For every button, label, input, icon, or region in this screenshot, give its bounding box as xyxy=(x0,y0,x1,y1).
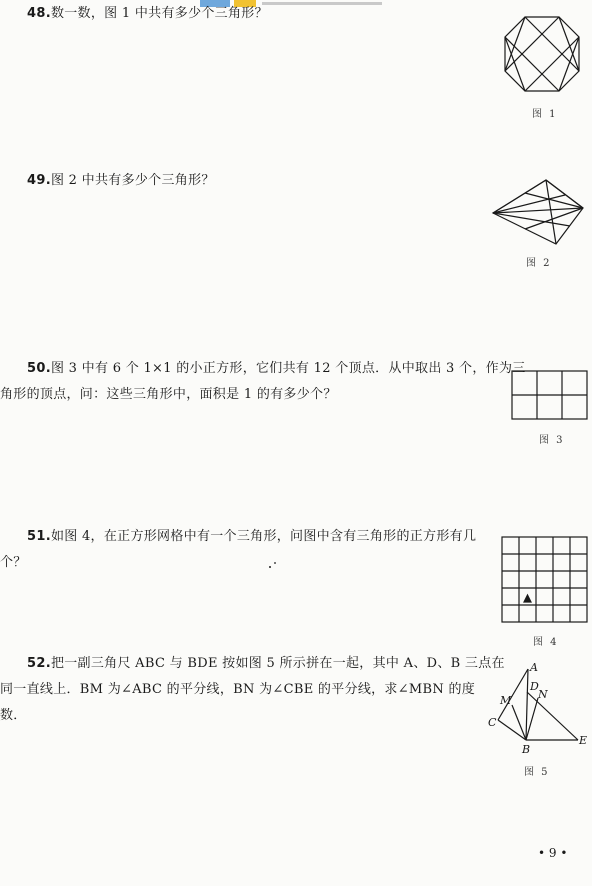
label-B: B xyxy=(522,743,531,756)
label-A: A xyxy=(530,661,538,674)
stray-mark xyxy=(274,562,276,564)
question-text: 图 2 中共有多少个三角形？ xyxy=(50,173,215,188)
figure-1-octagon xyxy=(502,14,582,94)
figure-1-caption: 图 1 xyxy=(532,109,558,120)
label-C: C xyxy=(488,716,497,729)
question-text: 数一数，图 1 中共有多少个三角形？ xyxy=(50,6,268,21)
question-number: 49. xyxy=(27,173,51,188)
question-text-line-1: 把一副三角尺 ABC 与 BDE 按如图 5 所示拼在一起，其中 A、D、B 三点在 xyxy=(50,656,505,671)
question-48 xyxy=(27,1,268,27)
figure-3-grid xyxy=(510,369,590,421)
figure-2-caption: 图 2 xyxy=(526,258,552,269)
question-number: 50. xyxy=(27,361,51,376)
question-text-line-2: 角形的顶点，问：这些三角形中，面积是 1 的有多少个？ xyxy=(0,387,337,402)
question-49 xyxy=(27,168,215,194)
figure-4-grid xyxy=(500,535,590,625)
figure-4-caption: 图 4 xyxy=(533,637,559,648)
question-52 xyxy=(0,651,505,729)
stray-mark xyxy=(269,566,271,568)
question-text-line-2: 同一直线上．BM 为∠ABC 的平分线，BN 为∠CBE 的平分线，求∠MBN 的度 xyxy=(0,682,476,697)
label-N: N xyxy=(538,688,548,701)
triangle-marker xyxy=(524,595,531,602)
page-number: • 9 • xyxy=(538,846,568,860)
figure-5-caption: 图 5 xyxy=(524,767,550,778)
question-number: 52. xyxy=(27,656,51,671)
label-E: E xyxy=(579,734,588,747)
question-50 xyxy=(0,356,526,408)
figure-2-rhombus xyxy=(490,178,586,248)
label-M: M xyxy=(500,694,512,707)
label-D: D xyxy=(530,680,539,693)
figure-3-caption: 图 3 xyxy=(539,435,565,446)
question-text-line-3: 数． xyxy=(0,708,27,723)
question-text-line-1: 如图 4，在正方形网格中有一个三角形，问图中含有三角形的正方形有几 xyxy=(50,529,477,544)
question-number: 48. xyxy=(27,6,51,21)
question-51 xyxy=(0,524,477,576)
question-text-line-1: 图 3 中有 6 个 1×1 的小正方形，它们共有 12 个顶点．从中取出 3 个，作为三 xyxy=(50,361,526,376)
figure-5-triangles xyxy=(482,660,588,756)
question-text-line-2: 个？ xyxy=(0,555,27,570)
question-number: 51. xyxy=(27,529,51,544)
